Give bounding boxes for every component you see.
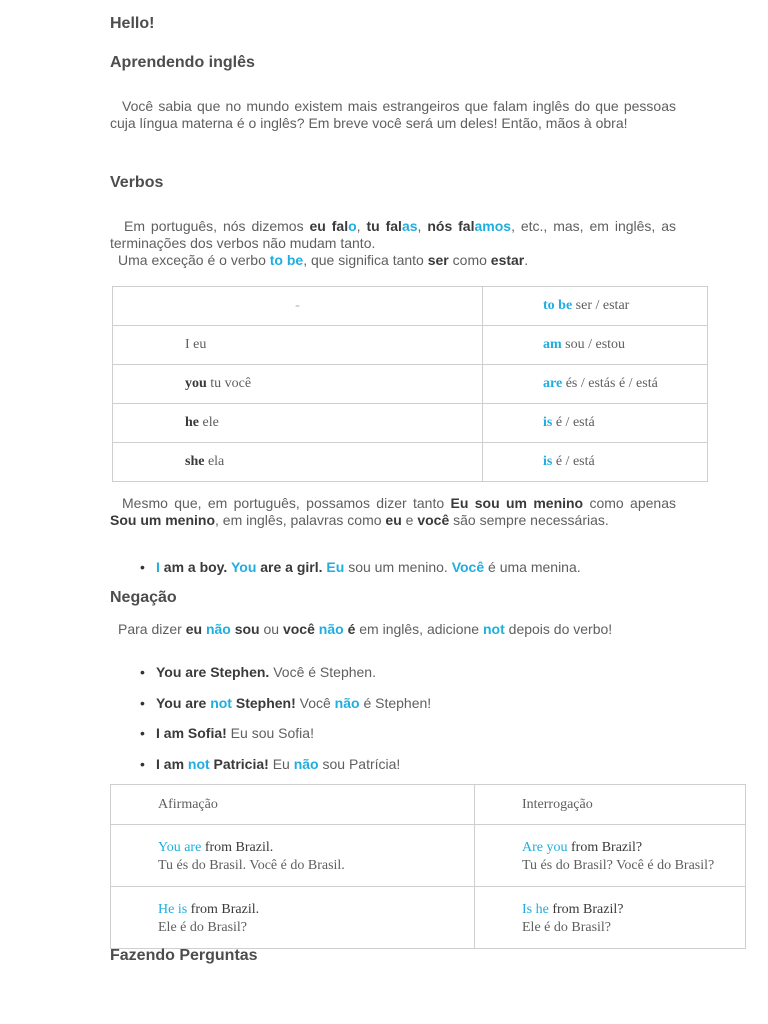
text: Eu — [226, 725, 252, 741]
text-bold: eu — [385, 512, 402, 528]
text-blue: não — [205, 621, 231, 637]
text-bold: Eu sou um menino — [450, 495, 584, 511]
mesmo-paragraph — [110, 495, 676, 529]
to-be: to be — [269, 252, 304, 268]
header-interrogacao: Interrogação — [475, 785, 746, 825]
table-cell-verb — [483, 326, 708, 365]
text: Em português, nós dizemos — [124, 218, 310, 234]
text: ou — [259, 621, 283, 637]
text: e — [401, 512, 418, 528]
ending-amos: amos — [474, 218, 512, 234]
text: em inglês, adicione — [355, 621, 483, 637]
text: from Brazil? — [567, 840, 643, 855]
text-blue: is — [543, 454, 553, 469]
table-cell-verb — [483, 443, 708, 482]
text-bold: You are — [156, 664, 207, 680]
text-blue: não — [293, 755, 319, 772]
table-cell-afirmacao — [111, 887, 475, 949]
text-bold: estar — [490, 252, 525, 268]
text-bold: are a girl. — [256, 559, 327, 575]
table-cell-verb — [483, 287, 708, 326]
translation: Ele é do Brasil? — [522, 920, 612, 935]
text: és / estás é / está — [562, 376, 658, 391]
translation: Ele é do Brasil? — [158, 920, 248, 935]
text: , em inglês, palavras como — [215, 512, 386, 528]
text: sou Sofia! — [251, 725, 314, 741]
table-header-row — [111, 785, 746, 825]
negacao-paragraph — [118, 621, 678, 638]
text-bold: I am — [156, 725, 185, 741]
text: Para dizer — [118, 621, 186, 637]
table-cell-verb — [483, 404, 708, 443]
text-blue: are — [543, 376, 563, 391]
text-bold: he — [185, 415, 199, 430]
text-blue: not — [187, 755, 210, 772]
text-blue: You — [230, 559, 257, 575]
sentence — [522, 899, 745, 920]
text: Uma exceção é o verbo — [118, 252, 270, 268]
table-row — [111, 887, 746, 949]
text: depois do verbo! — [504, 621, 613, 637]
table-cell-verb — [483, 365, 708, 404]
text: Você — [269, 664, 309, 680]
negation-list — [140, 664, 431, 786]
text-bold: Patricia! — [209, 755, 269, 772]
heading-aprendendo: Aprendendo inglês — [110, 54, 255, 71]
text-blue: I — [156, 559, 160, 575]
text-bold: você — [282, 621, 315, 637]
list-item — [140, 664, 431, 695]
text-blue: to be — [543, 298, 573, 313]
text: from Brazil? — [548, 902, 624, 917]
list-item — [140, 725, 431, 756]
text: como apenas — [583, 495, 676, 511]
text: sou um menino. — [344, 559, 452, 575]
header-afirmacao: Afirmação — [111, 785, 475, 825]
excecao-line — [118, 252, 678, 269]
text: I eu — [185, 337, 207, 352]
table-cell-pronoun — [113, 365, 483, 404]
text-bold: Sou um menino — [110, 512, 215, 528]
text: Mesmo que, em português, possamos dizer tanto — [122, 495, 451, 511]
text: Você — [295, 694, 335, 711]
text: é uma menina. — [484, 559, 581, 575]
text-bold: tu fal — [366, 218, 402, 234]
text: é / está — [552, 454, 595, 469]
text: from Brazil. — [201, 840, 274, 855]
text-bold: You are — [156, 694, 211, 711]
text-blue: not — [483, 621, 505, 637]
text-blue: não — [334, 694, 360, 711]
text: . — [524, 252, 529, 268]
text-blue: Are you — [522, 840, 568, 855]
text-blue: is — [543, 415, 553, 430]
text-blue: am — [543, 337, 562, 352]
list-item — [140, 559, 581, 590]
question-table — [110, 784, 746, 949]
text-bold: eu fal — [309, 218, 349, 234]
text: sou / estou — [561, 337, 626, 352]
verbos-paragraph — [110, 218, 676, 252]
text: , — [356, 218, 367, 234]
text: tu você — [206, 376, 252, 391]
sentence — [158, 837, 474, 858]
text: é Stephen! — [359, 694, 432, 711]
text: Eu — [268, 755, 294, 772]
table-row — [113, 404, 708, 443]
table-row — [113, 326, 708, 365]
text-bold: Stephen. — [206, 664, 270, 680]
ending-o: o — [348, 218, 357, 234]
text: ele — [199, 415, 219, 430]
heading-hello: Hello! — [110, 15, 155, 32]
table-cell-afirmacao — [111, 825, 475, 887]
table-row — [111, 825, 746, 887]
translation: Tu és do Brasil? Você é do Brasil? — [522, 858, 715, 873]
text-blue: Você — [451, 559, 485, 575]
table-row — [113, 443, 708, 482]
sentence — [158, 899, 474, 920]
text-bold: nós fal — [427, 218, 475, 234]
text: from Brazil. — [187, 902, 260, 917]
table-cell-pronoun — [113, 404, 483, 443]
text: como — [448, 252, 491, 268]
text-blue: Is he — [522, 902, 549, 917]
text-bold: ser — [427, 252, 449, 268]
text: , — [417, 218, 428, 234]
table-cell-pronoun — [113, 287, 483, 326]
table-cell-pronoun — [113, 326, 483, 365]
text-bold: Sofia! — [184, 725, 227, 741]
text: é Stephen. — [308, 664, 376, 680]
text: são sempre necessárias. — [449, 512, 609, 528]
list-item — [140, 756, 431, 787]
text: ela — [204, 454, 225, 469]
heading-fazendo-perguntas: Fazendo Perguntas — [110, 947, 258, 964]
text: é / está — [552, 415, 595, 430]
list-item — [140, 695, 431, 726]
text-bold: Stephen! — [231, 694, 296, 711]
text-bold: é — [347, 621, 356, 637]
text-blue: not — [210, 694, 232, 711]
example-list — [140, 559, 581, 590]
heading-negacao: Negação — [110, 589, 177, 606]
table-row — [113, 365, 708, 404]
heading-verbos: Verbos — [110, 174, 164, 191]
table-row — [113, 287, 708, 326]
text-bold: she — [185, 454, 205, 469]
text: ser / estar — [572, 298, 630, 313]
table-cell-interrogacao — [475, 887, 746, 949]
ending-as: as — [401, 218, 418, 234]
text: , etc., mas, em inglês, as terminações dos verbos não mudam tanto. — [110, 218, 677, 251]
translation: Tu és do Brasil. Você é do Brasil. — [158, 858, 345, 873]
text-bold: eu — [185, 621, 203, 637]
text-bold: you — [185, 376, 207, 391]
intro-paragraph: Você sabia que no mundo existem mais estrangeiros que falam inglês do que pessoas cuja língua materna é o inglês? Em breve você será um deles! Então, mãos à obra! — [110, 98, 676, 131]
text: sou Patrícia! — [318, 755, 401, 772]
text-blue: He is — [158, 902, 188, 917]
table-cell-interrogacao — [475, 825, 746, 887]
text: , que significa tanto — [303, 252, 428, 268]
text: - — [295, 298, 300, 313]
text-blue: não — [318, 621, 344, 637]
text-bold: você — [417, 512, 450, 528]
text-bold: am a boy. — [159, 559, 231, 575]
text-blue: Eu — [326, 559, 345, 575]
sentence — [522, 837, 745, 858]
verb-table — [112, 286, 708, 482]
text-bold: I am — [156, 755, 188, 772]
text-blue: You are — [158, 840, 202, 855]
table-cell-pronoun — [113, 443, 483, 482]
text-bold: sou — [234, 621, 260, 637]
